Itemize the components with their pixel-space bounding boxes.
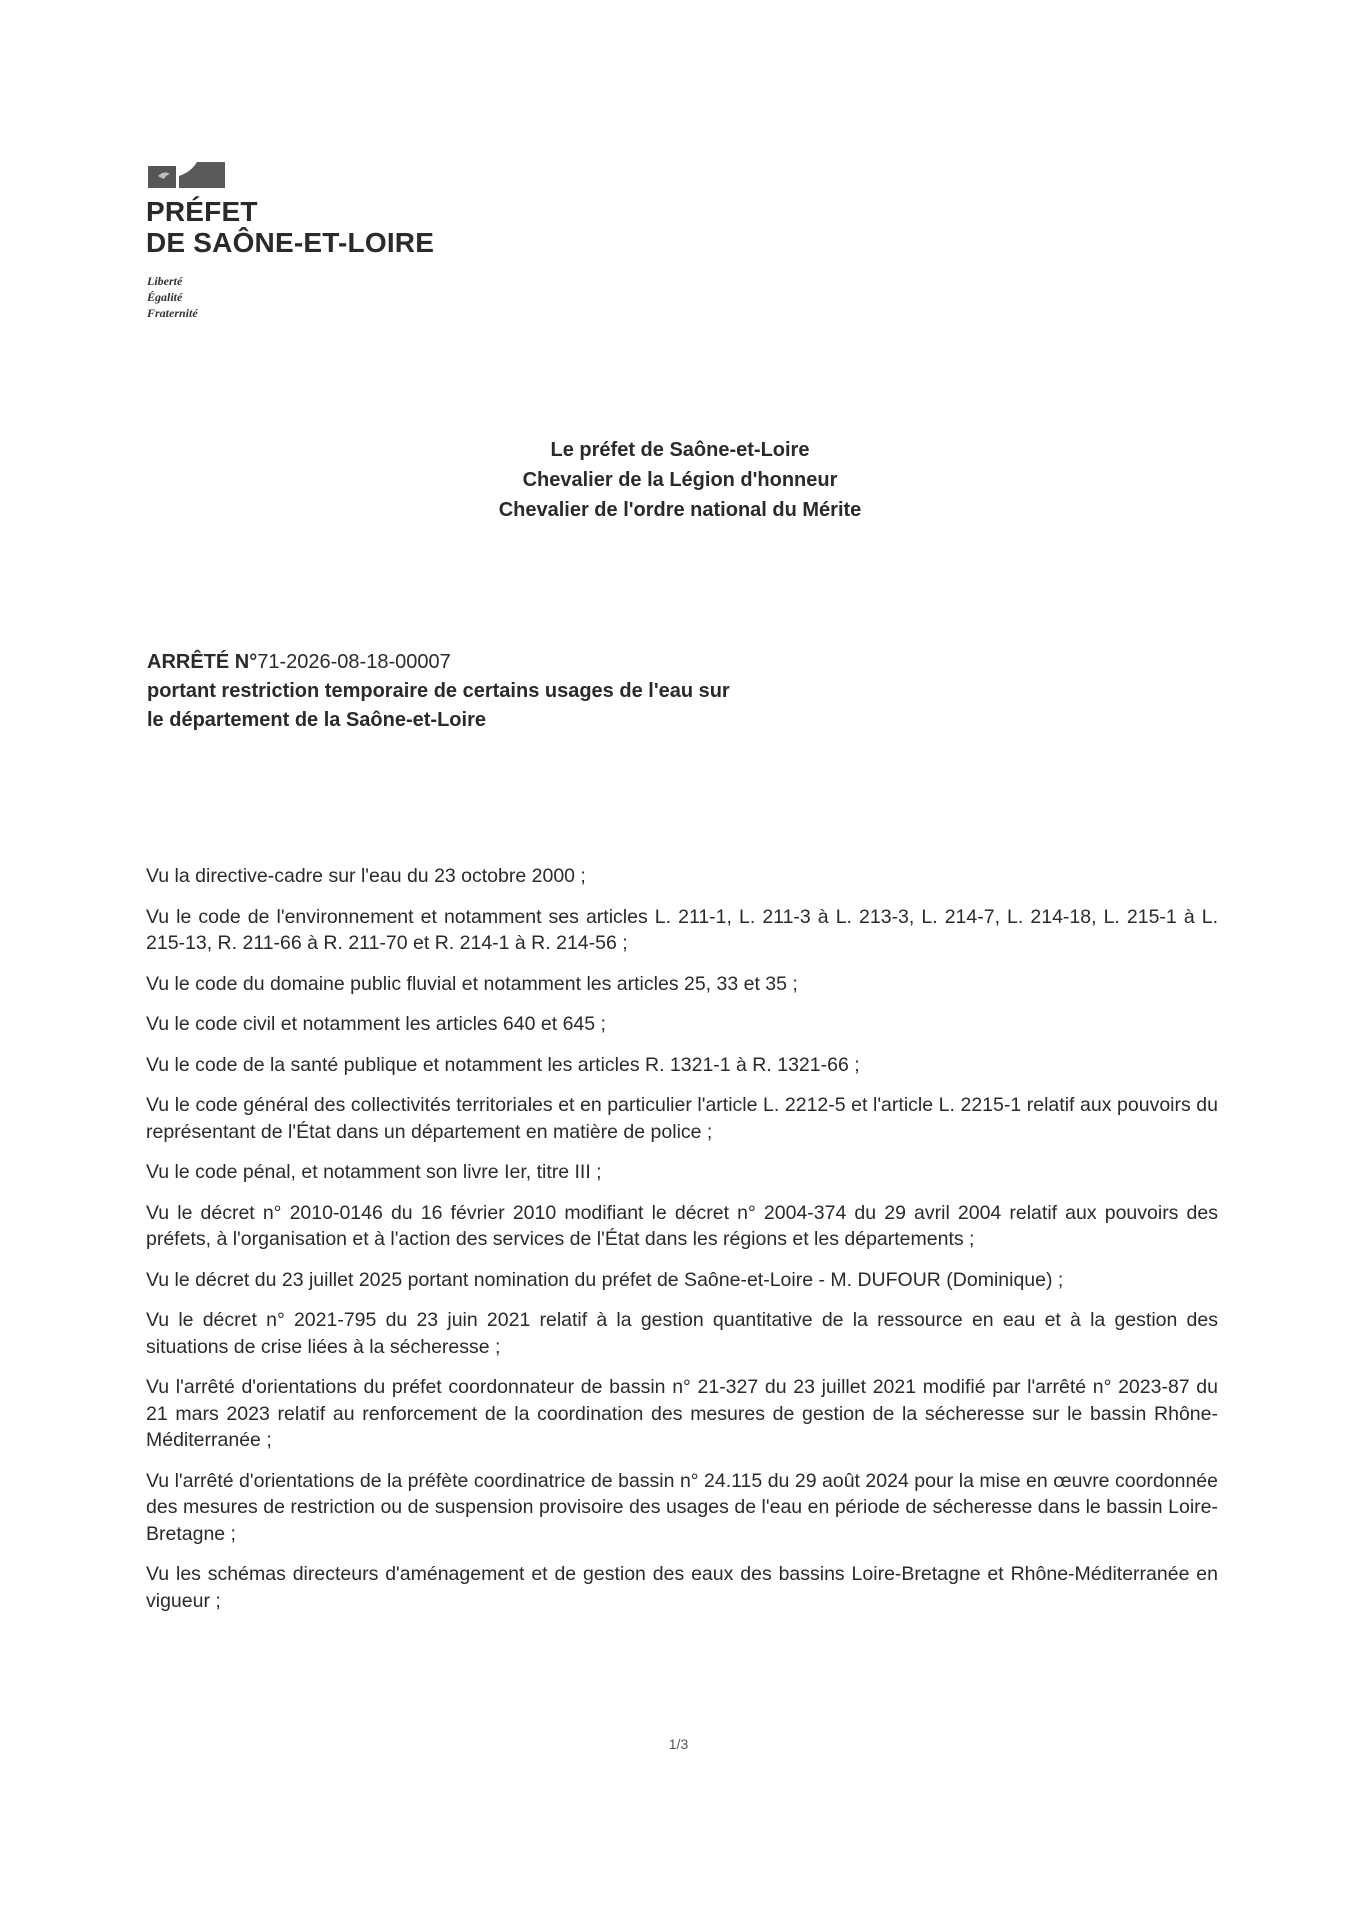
arrete-subtitle-2: le département de la Saône-et-Loire [147,709,486,731]
motto-liberte: Liberté [147,274,183,288]
arrete-number-line [147,648,1047,677]
marianne-logo [148,162,228,192]
prefecture-line-2: DE SAÔNE-ET-LOIRE [146,227,435,258]
motto-egalite: Égalité [147,290,183,304]
arrete-subtitle-1: portant restriction temporaire de certains usages de l'eau sur [147,680,730,702]
visa-item: Vu le code de l'environnement et notamment ses articles L. 211-1, L. 211-3 à L. 213-3, L. 214-7, L. 214-18, L. 215-1 à L. 215-13, R. 211-66 à R. 211-70 et R. 214-1 à R. 214-56 ; [146,905,1218,954]
visa-item: Vu le code de la santé publique et notamment les articles R. 1321-1 à R. 1321-66 ; [146,1053,860,1076]
prefect-titles [420,435,940,525]
prefecture-name [146,196,434,258]
visa-item: Vu le code général des collectivités territoriales et en particulier l'article L. 2212-5 et l'article L. 2215-1 relatif aux pouvoirs du représentant de l'État dans un département en matière de police ; [146,1094,1218,1143]
republic-motto [147,273,198,321]
arrete-number: 71-2026-08-18-00007 [257,651,451,673]
visa-item: Vu le code civil et notamment les articles 640 et 645 ; [146,1013,606,1035]
visa-item: Vu l'arrêté d'orientations du préfet coordonnateur de bassin n° 21-327 du 23 juillet 2021 modifié par l'arrêté n° 2023-87 du 21 mars 2023 relatif au renforcement de la coordination des mesures de gestion de la sécheresse sur le bassin Rhône-Méditerranée ; [146,1376,1218,1451]
visa-item: Vu les schémas directeurs d'aménagement et de gestion des eaux des bassins Loire-Bretagne et Rhône-Méditerranée en vigueur ; [146,1563,1218,1612]
motto-fraternite: Fraternité [147,306,198,320]
prefecture-line-1: PRÉFET [146,196,258,227]
page-number: 1/3 [668,1736,689,1752]
visa-item: Vu l'arrêté d'orientations de la préfète coordinatrice de bassin n° 24.115 du 29 août 2024 pour la mise en œuvre coordonnée des mesures de restriction ou de suspension provisoire des usages de l'eau en période de sécheresse dans le bassin Loire-Bretagne ; [146,1469,1218,1545]
prefect-title-1: Le préfet de Saône-et-Loire [550,439,810,461]
visa-item: Vu le décret du 23 juillet 2025 portant nomination du préfet de Saône-et-Loire - M. DUFOUR (Dominique) ; [146,1268,1064,1291]
arrete-label: ARRÊTÉ N° [147,651,258,673]
visa-item: Vu le code pénal, et notamment son livre Ier, titre III ; [146,1161,602,1183]
visa-item: Vu le décret n° 2010-0146 du 16 février 2010 modifiant le décret n° 2004-374 du 29 avril 2004 relatif aux pouvoirs des préfets, à l'organisation et à l'action des services de l'État dans les régions et les départements ; [146,1201,1218,1250]
visa-item: Vu le code du domaine public fluvial et notamment les articles 25, 33 et 35 ; [146,972,798,995]
arrete-heading [147,648,1047,735]
visas-list [146,863,1218,1628]
prefect-title-3: Chevalier de l'ordre national du Mérite [498,499,862,521]
visa-item: Vu la directive-cadre sur l'eau du 23 octobre 2000 ; [146,865,586,887]
prefect-title-2: Chevalier de la Légion d'honneur [522,469,838,491]
visa-item: Vu le décret n° 2021-795 du 23 juin 2021 relatif à la gestion quantitative de la ressource en eau et à la gestion des situations de crise liées à la sécheresse ; [146,1309,1218,1358]
